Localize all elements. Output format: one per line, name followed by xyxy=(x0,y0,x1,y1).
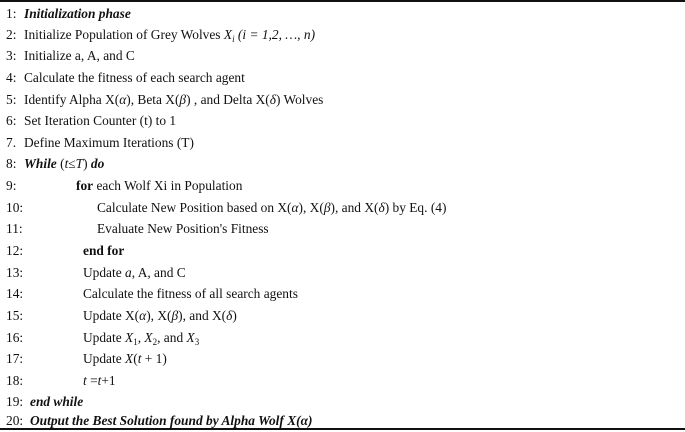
line-text: Calculate the fitness of all search agents xyxy=(83,286,298,301)
phase-heading: Initialization phase xyxy=(24,6,131,21)
algorithm-line-6 xyxy=(6,110,177,131)
line-number: 2: xyxy=(6,27,17,42)
algorithm-line-3 xyxy=(6,45,135,66)
line-number: 6: xyxy=(6,113,17,128)
algorithm-line-16 xyxy=(6,327,200,348)
line-text: Calculate the fitness of each search agent xyxy=(24,70,245,85)
line-number: 15: xyxy=(6,308,24,323)
line-number: 8: xyxy=(6,156,17,171)
line-text: Evaluate New Position's Fitness xyxy=(97,221,269,236)
line-text: While (t≤T) do xyxy=(24,156,105,171)
algorithm-line-18 xyxy=(6,370,116,391)
line-number: 3: xyxy=(6,48,17,63)
algorithm-line-4 xyxy=(6,67,245,88)
line-text: Initialize Population of Grey Wolves $X_i$ (i = 1,2, …, n) xyxy=(24,27,316,44)
algorithm-line-15 xyxy=(6,305,237,326)
algorithm-line-17 xyxy=(6,348,167,369)
line-text: Update X(t + 1) xyxy=(83,351,167,366)
algorithm-line-13 xyxy=(6,262,186,283)
line-number: 10: xyxy=(6,200,24,215)
line-number: 7. xyxy=(6,135,17,150)
line-number: 4: xyxy=(6,70,17,85)
line-text: t =t+1 xyxy=(83,373,116,388)
line-number: 5: xyxy=(6,92,17,107)
line-text: for each Wolf Xi in Population xyxy=(76,178,243,193)
line-number: 1: xyxy=(6,6,17,21)
line-text: end while xyxy=(30,394,84,409)
line-text: Define Maximum Iterations (T) xyxy=(24,135,194,150)
algorithm-line-12 xyxy=(6,240,125,261)
line-text: end for xyxy=(83,243,125,258)
line-text: Initialize a, A, and C xyxy=(24,48,135,63)
line-text: Set Iteration Counter (t) to 1 xyxy=(24,113,177,128)
algorithm-line-9 xyxy=(6,175,243,196)
line-text: Calculate New Position based on X(α), X(β), and X(δ) by Eq. (4) xyxy=(97,200,447,215)
line-text: Update $X_1$, $X_2$, and $X_3$ xyxy=(83,330,200,347)
algorithm-line-14 xyxy=(6,283,298,304)
algorithm-line-7 xyxy=(6,132,194,153)
algorithm-line-10 xyxy=(6,197,447,218)
line-number: 12: xyxy=(6,243,24,258)
line-number: 14: xyxy=(6,286,24,301)
line-number: 13: xyxy=(6,265,24,280)
line-number: 17: xyxy=(6,351,24,366)
algorithm-line-1 xyxy=(6,3,131,24)
output-line: Output the Best Solution found by Alpha Wolf X(α) xyxy=(30,413,313,428)
line-number: 11: xyxy=(6,221,23,236)
line-text: Update X(α), X(β), and X(δ) xyxy=(83,308,237,323)
line-text: Identify Alpha X(α), Beta X(β) , and Delta X(δ) Wolves xyxy=(24,92,324,107)
algorithm-line-5 xyxy=(6,89,324,110)
algorithm-line-11 xyxy=(6,218,269,239)
line-number: 20: xyxy=(6,413,24,428)
algorithm-line-19 xyxy=(6,391,84,412)
algorithm-line-2 xyxy=(6,24,316,45)
line-number: 9: xyxy=(6,178,17,193)
line-number: 16: xyxy=(6,330,24,345)
top-rule xyxy=(0,0,685,2)
bottom-rule xyxy=(0,428,685,430)
line-number: 18: xyxy=(6,373,24,388)
line-number: 19: xyxy=(6,394,24,409)
line-text: Update a, A, and C xyxy=(83,265,186,280)
algorithm-line-8 xyxy=(6,153,105,174)
